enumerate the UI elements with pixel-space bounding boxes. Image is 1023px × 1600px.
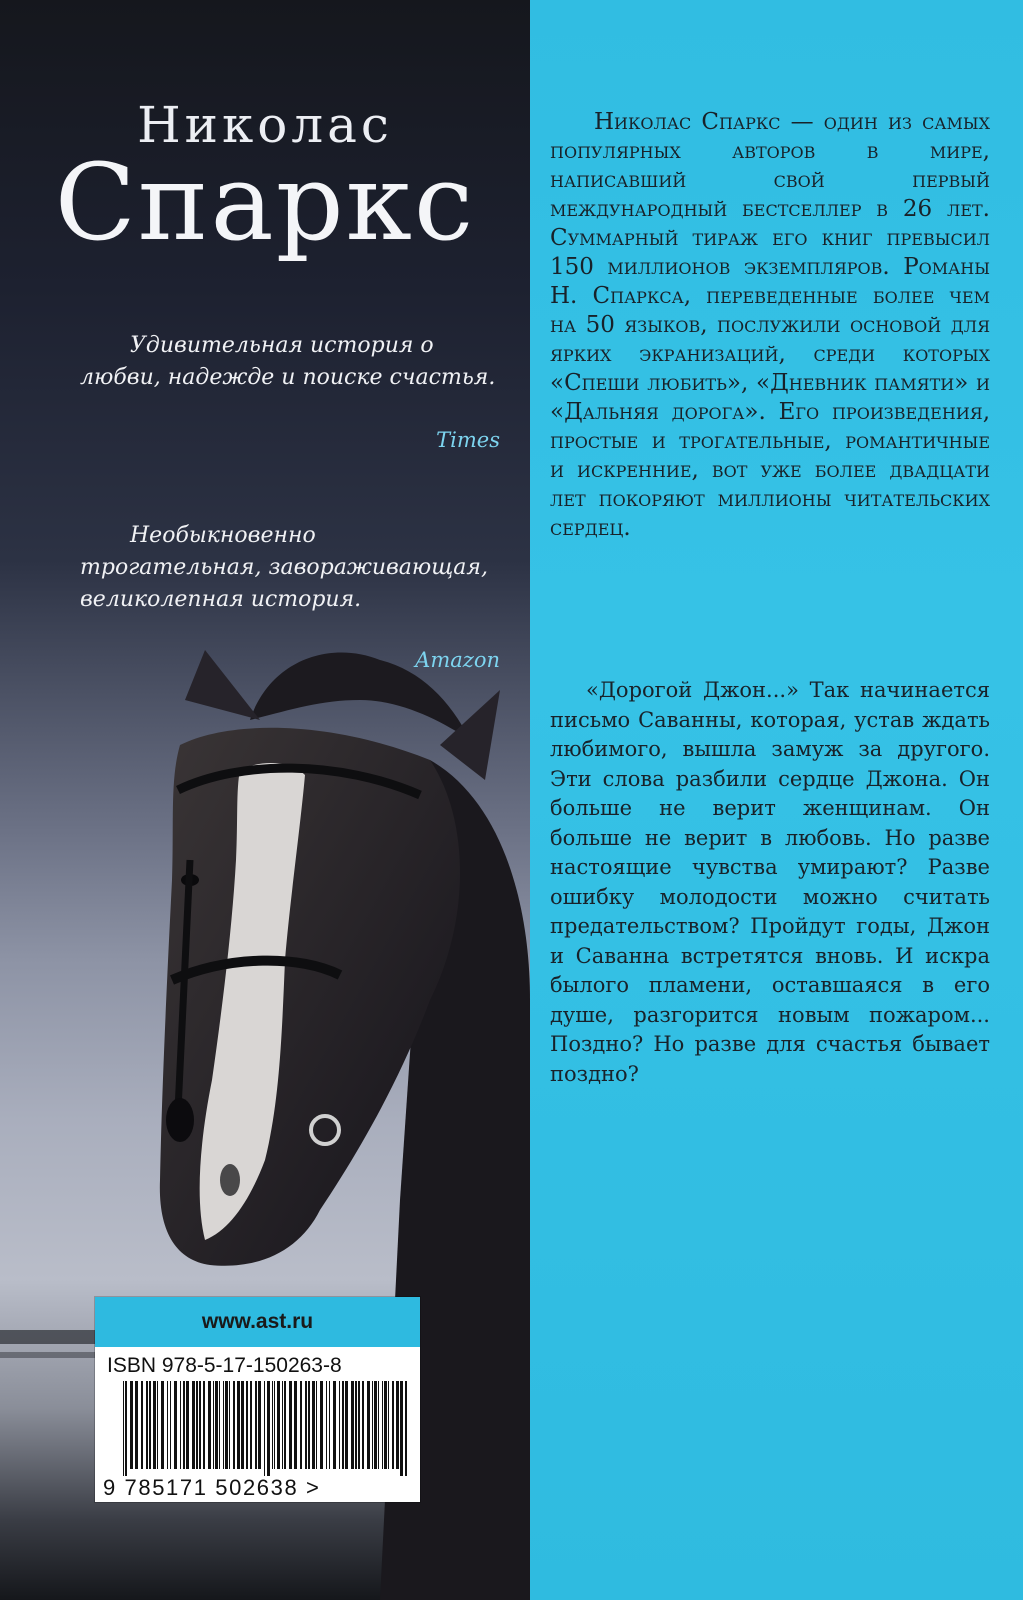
barcode-bar (339, 1381, 340, 1469)
barcode-bar (183, 1381, 185, 1469)
barcode-bar (233, 1381, 235, 1469)
barcode-bar (215, 1381, 218, 1469)
barcode-bar (405, 1381, 407, 1476)
barcode-bar (170, 1381, 171, 1469)
barcode-bar (351, 1381, 354, 1469)
barcode-bar (180, 1381, 181, 1469)
barcode-bar (219, 1381, 220, 1469)
review-source-1: Times (436, 428, 500, 452)
barcode-bar (199, 1381, 201, 1469)
barcode-bar (362, 1381, 364, 1469)
barcode-bar (388, 1381, 389, 1469)
barcode-bar (326, 1381, 327, 1469)
barcode-bar (123, 1381, 124, 1476)
barcode-bar (174, 1381, 177, 1469)
barcode-bar (305, 1381, 307, 1469)
barcode-bar (250, 1381, 252, 1469)
barcode-bar (374, 1381, 377, 1469)
barcode-bar (300, 1381, 302, 1469)
barcode-bar (246, 1381, 248, 1469)
barcode-bar (282, 1381, 283, 1469)
barcode-bar (316, 1381, 317, 1469)
barcode-bar (396, 1381, 399, 1469)
barcode-bar (153, 1381, 156, 1469)
barcode-bar (146, 1381, 148, 1469)
barcode-bar (237, 1381, 240, 1469)
barcode-bar (161, 1381, 164, 1469)
review-quote-1: Удивительная история о любви, надежде и поиске счастья. (80, 333, 496, 390)
barcode-bar (367, 1381, 370, 1469)
synopsis-text: «Дорогой Джон...» Так начинается письмо Саванны, которая, устав ждать любимого, вышла замуж за другого. Эти слова разбили сердце Джона. Он больше не верит женщинам. Он больше не верит в любовь. Но разве настоящие чувства умирают? Разве ошибку молодости можно считать предательством? Пройдут годы, Джон и Саванна встретятся вновь. И искра былого пламени, оставшаяся в его душе, разгорится новым пожаром... Поздно? Но разве для счастья бывает поздно? (550, 678, 990, 1086)
barcode-bar (196, 1381, 198, 1469)
barcode-bar (355, 1381, 357, 1469)
barcode-bar (294, 1381, 297, 1469)
barcode-bar (167, 1381, 168, 1469)
barcode-bar (329, 1381, 330, 1469)
barcode-bar (229, 1381, 230, 1469)
barcode-bar (289, 1381, 292, 1469)
barcode-bar (384, 1381, 387, 1469)
review-source-2: Amazon (415, 648, 500, 672)
barcode-bar (203, 1381, 205, 1469)
barcode-bar (186, 1381, 189, 1469)
barcode-bar (135, 1381, 138, 1469)
barcode-bar (208, 1381, 211, 1469)
publisher-website[interactable]: www.ast.ru (201, 1310, 314, 1333)
barcode-bars (121, 1381, 411, 1476)
barcode-bar (358, 1381, 360, 1469)
barcode-bar (255, 1381, 257, 1469)
barcode-bar (125, 1381, 127, 1476)
barcode-bar (320, 1381, 323, 1469)
text-panel (530, 0, 1023, 1600)
barcode-bar (274, 1381, 275, 1469)
barcode-bar (308, 1381, 310, 1469)
barcode-bar (400, 1381, 403, 1476)
barcode-bar (342, 1381, 344, 1469)
isbn-number: ISBN 978-5-17-150263-8 (107, 1354, 342, 1377)
barcode-bar (345, 1381, 348, 1469)
barcode-bar (264, 1381, 265, 1476)
barcode-bar (372, 1381, 373, 1469)
barcode-bar (141, 1381, 143, 1469)
barcode-bar (130, 1381, 133, 1469)
about-author-text: Николас Спаркс — один из самых популярных авторов в мире, написавший свой первый международный бестселлер в 26 лет. Суммарный тираж его книг превысил 150 миллионов экземпляров. Романы Н. Спаркса, переведенные более чем на 50 языков, послужили основой для ярких экранизаций, среди которых «Спеши любить», «Дневник памяти» и «Дальняя дорога». Его произведения, простые и трогательные, романтичные и искренние, вот уже более двадцати лет покоряют миллионы читательских сердец. (550, 109, 990, 541)
barcode-bar (157, 1381, 158, 1469)
barcode-bar (241, 1381, 244, 1469)
barcode-bar (333, 1381, 336, 1469)
barcode-bar (225, 1381, 228, 1469)
barcode-bar (258, 1381, 261, 1469)
barcode-bar (277, 1381, 280, 1469)
barcode-digits: 9 785171 502638 > (103, 1475, 321, 1500)
barcode-bar (213, 1381, 214, 1469)
barcode-bar (223, 1381, 224, 1469)
barcode-bar (149, 1381, 151, 1469)
author-first-name: Николас (137, 96, 393, 154)
review-quote-2: Необыкновенно трогательная, завораживающая, великолепная история. (80, 523, 488, 612)
barcode-label (95, 1297, 420, 1502)
barcode-bar (284, 1381, 286, 1469)
barcode-bar (392, 1381, 394, 1469)
website-band (95, 1297, 420, 1347)
barcode-bar (378, 1381, 379, 1469)
barcode-bar (312, 1381, 315, 1469)
barcode-bar (267, 1381, 270, 1476)
barcode-bar (272, 1381, 273, 1469)
barcode-bar (192, 1381, 195, 1469)
barcode-bar (382, 1381, 383, 1469)
author-last-name: Спаркс (54, 141, 476, 264)
